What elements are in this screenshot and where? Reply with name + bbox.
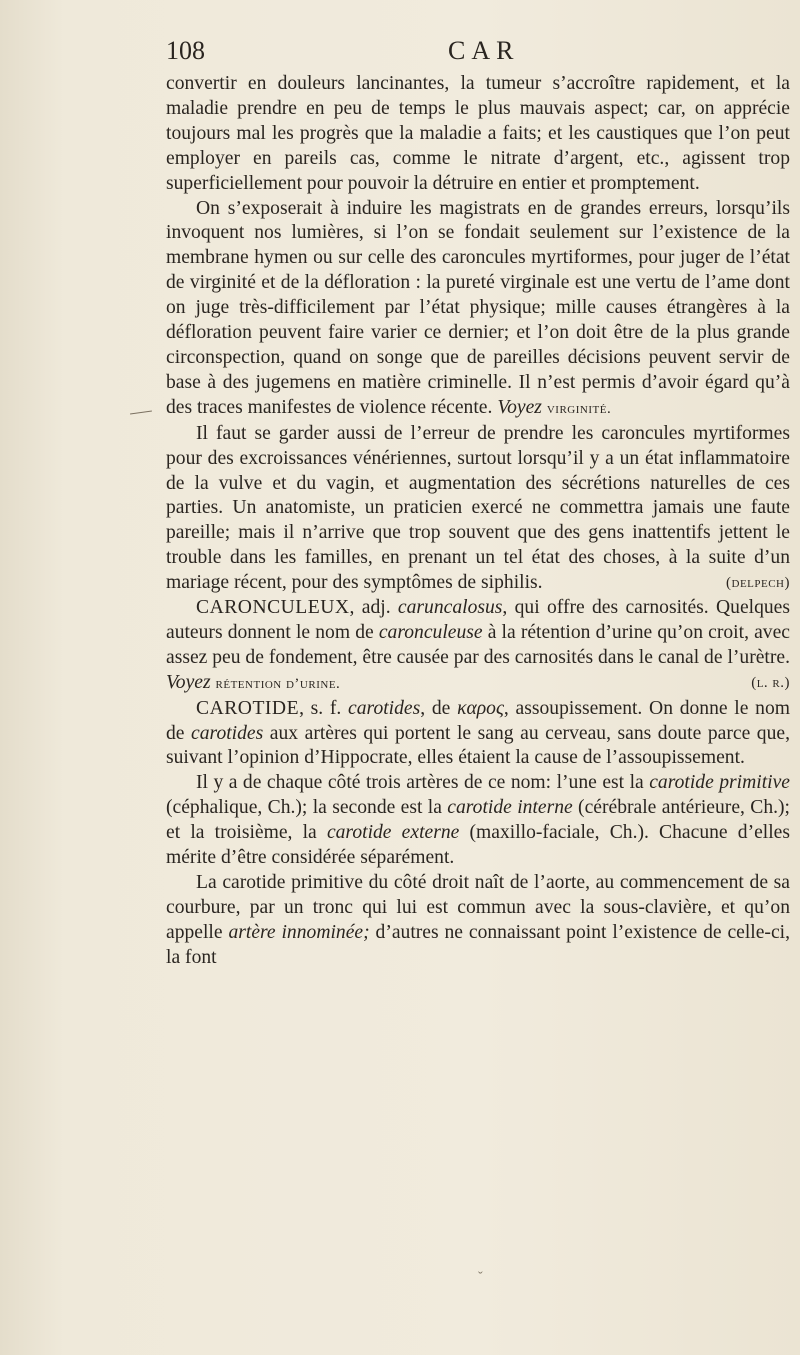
- voyez-label: Voyez: [497, 396, 542, 418]
- italic-term: carotide externe: [326, 822, 460, 844]
- paragraph-primitive-carotid: [166, 871, 790, 971]
- headword: CAROTIDE: [196, 697, 300, 719]
- headword: CARONCULEUX: [196, 597, 350, 619]
- entry-text: , assoupissement. On donne le nom de: [166, 697, 790, 744]
- paragraph-text: (céphalique, Ch.); la seconde est la: [166, 797, 448, 819]
- latin-term: caruncalosus: [397, 597, 503, 619]
- paragraph-text: Il y a de chaque côté trois artères de ce nom: l’une est la: [196, 772, 650, 794]
- bottom-mark: ˇ: [478, 1270, 483, 1285]
- paragraph-text: On s’exposerait à induire les magistrats en de grandes erreurs, lorsqu’ils invoquent nos lumières, si l’on se fondait seulement sur l’existence de la membrane hymen ou sur celle des caroncules myrtiformes, pour juger de l’état de virginité et de la défloration : la pureté virginale est une vertu de l’ame dont on juge très-difficilement par l’état physique; mille causes étrangères à la défloration peuvent faire varier ce dernier; et l’on doit être de la plus grande circonspection, quand on songe que de pareilles décisions peuvent servir de base à des jugemens en matière criminelle. Il n’est permis d’avoir égard qu’à des traces manifestes de violence récente.: [166, 197, 790, 418]
- latin-term: carotides: [348, 697, 421, 719]
- entry-text: , s. f.: [299, 697, 349, 719]
- italic-term: carotides: [191, 722, 264, 744]
- greek-term: καρος: [457, 697, 504, 719]
- cross-reference: virginité.: [546, 400, 612, 417]
- margin-mark: [130, 410, 152, 414]
- entry-text: , de: [420, 697, 458, 719]
- page-number: 108: [166, 36, 205, 65]
- entry-text: , qui offre des carnosités. Quelques auteurs donnent le nom de: [166, 597, 791, 643]
- italic-term: carotide interne: [447, 797, 573, 819]
- voyez-label: Voyez: [166, 671, 211, 693]
- entry-text: aux artères qui portent le sang au cerveau, sans doute parce que, suivant l’opinion d’Hippocrate, elles étaient la cause de l’assoupissement.: [166, 722, 790, 769]
- paragraph-caroncules: [166, 422, 790, 596]
- paragraph-text: La carotide primitive du côté droit naît de l’aorte, au commencement de sa courbure, par un tronc qui lui est commun avec la sous-clavière, et qu’on appelle: [166, 872, 790, 943]
- author-signature: (delpech): [726, 575, 790, 592]
- paragraph-continuation: [166, 72, 790, 197]
- italic-term: artère innominée;: [228, 921, 370, 943]
- entry-caronculeux: [166, 596, 790, 697]
- page-header: [166, 36, 790, 72]
- running-head: CAR: [448, 36, 520, 65]
- paragraph-text: d’autres ne connaissant point l’existence de celle-ci, la font: [166, 921, 790, 968]
- entry-text: , adj.: [349, 597, 398, 619]
- entry-text: à la rétention d’urine qu’on croit, avec assez peu de fondement, être causée par des carnosités dans le canal de l’urètre.: [166, 621, 790, 668]
- paragraph-text: convertir en douleurs lancinantes, la tumeur s’accroître rapidement, et la maladie prendre en peu de temps le plus mauvais aspect; car, on apprécie toujours mal les progrès que la maladie a faits; et les caustiques que l’on peut employer en pareils cas, comme le nitrate d’argent, etc., agissent trop superficiellement pour pouvoir la détruire en entier et promptement.: [166, 73, 790, 194]
- cross-reference: rétention d’urine.: [215, 675, 341, 692]
- author-signature: (l. r.): [751, 674, 790, 691]
- paragraph-text: Il faut se garder aussi de l’erreur de prendre les caroncules myrtiformes pour des excroissances vénériennes, surtout lorsqu’il y a un état inflammatoire de la vulve et du vagin, et augmentation des sécrétions naturelles de ces parties. Un anatomiste, un praticien exercé ne commettra jamais une faute pareille; mais il n’arrive que trop souvent que des gens inattentifs jettent le trouble dans les familles, en prenant un tel état des choses, à la suite d’un mariage récent, pour des symptômes de siphilis.: [166, 422, 790, 594]
- paragraph-text: (maxillo-faciale, Ch.). Chacune d’elles mérite d’être considérée séparément.: [166, 822, 791, 869]
- entry-carotide: [166, 697, 790, 772]
- italic-term: carotide primitive: [649, 772, 790, 794]
- body-text: [166, 72, 790, 971]
- paragraph-defloration: [166, 197, 790, 422]
- italic-term: caronculeuse: [378, 621, 483, 643]
- paragraph-text: (cérébrale antérieure, Ch.); et la troisième, la: [166, 797, 791, 844]
- paragraph-three-arteries: [166, 771, 790, 871]
